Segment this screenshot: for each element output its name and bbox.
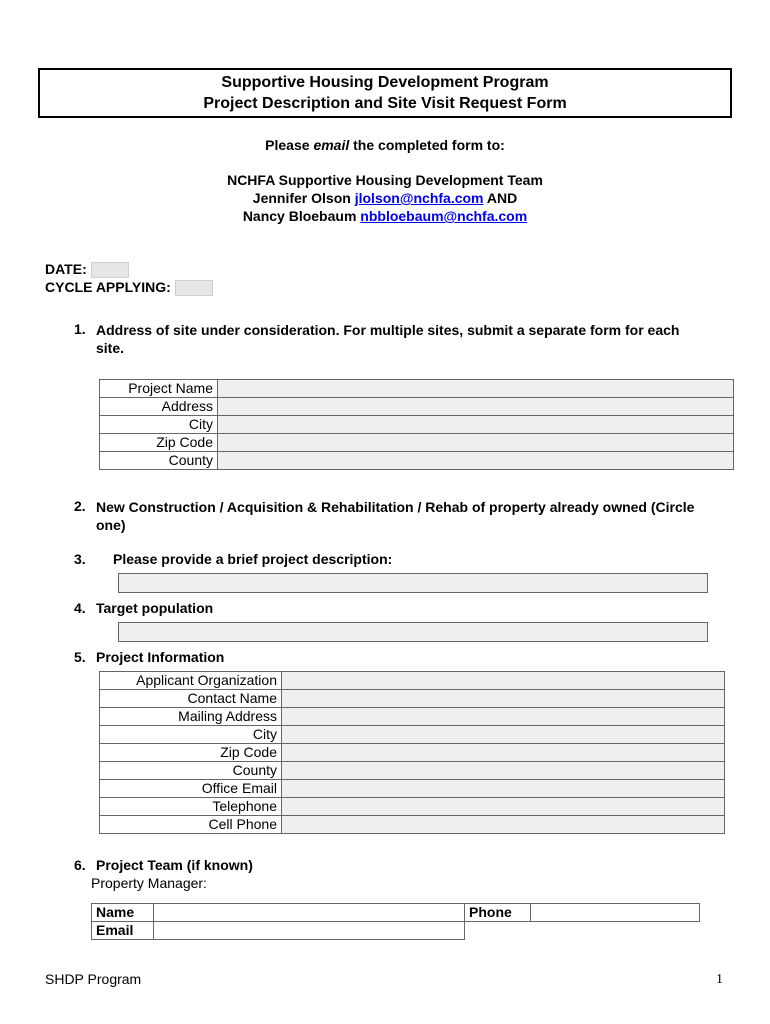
project-info-value-field[interactable] [282, 744, 725, 762]
project-info-value-field[interactable] [282, 672, 725, 690]
contact2-email-link[interactable]: nbbloebaum@nchfa.com [360, 208, 528, 224]
form-title-box [38, 68, 732, 118]
team-name: NCHFA Supportive Housing Development Team [227, 172, 543, 188]
project-info-label: Cell Phone [100, 816, 282, 834]
project-info-label: Contact Name [100, 690, 282, 708]
q4-text: Target population [96, 600, 214, 616]
page-number: 1 [716, 972, 723, 987]
target-population-field[interactable] [118, 622, 708, 642]
project-info-label: City [100, 726, 282, 744]
contact1-name: Jennifer Olson [252, 190, 355, 206]
pm-email-label: Email [92, 922, 154, 940]
site-label: Address [100, 398, 218, 416]
site-row [100, 434, 734, 452]
site-table [99, 379, 734, 470]
site-label: City [100, 416, 218, 434]
project-info-value-field[interactable] [282, 708, 725, 726]
q3-number: 3. [74, 551, 86, 567]
date-label: DATE: [45, 261, 87, 277]
q2-text: New Construction / Acquisition & Rehabilitation / Rehab of property already owned (Circle one) [96, 499, 695, 533]
contact1-email-link[interactable]: jlolson@nchfa.com [354, 190, 484, 206]
contact-line-1 [0, 190, 770, 206]
property-manager-table [91, 903, 700, 940]
instruction-rest: the completed form to: [349, 137, 505, 153]
site-value-field[interactable] [218, 398, 734, 416]
q5-number: 5. [74, 649, 86, 665]
site-label: Project Name [100, 380, 218, 398]
q3-text: Please provide a brief project description: [113, 551, 393, 567]
project-info-row [100, 816, 725, 834]
cycle-field[interactable] [175, 280, 213, 296]
form-title-line1: Supportive Housing Development Program [221, 74, 549, 91]
site-row [100, 380, 734, 398]
project-info-value-field[interactable] [282, 762, 725, 780]
project-info-value-field[interactable] [282, 816, 725, 834]
pm-phone-label: Phone [465, 904, 531, 922]
pm-name-field[interactable] [154, 904, 465, 922]
form-title-line2: Project Description and Site Visit Request Form [203, 95, 567, 112]
pm-empty-cell [465, 922, 531, 940]
instruction-please: Please [265, 137, 314, 153]
project-info-row [100, 690, 725, 708]
project-info-row [100, 780, 725, 798]
property-manager-label: Property Manager: [91, 875, 207, 891]
cycle-label: CYCLE APPLYING: [45, 279, 171, 295]
site-value-field[interactable] [218, 416, 734, 434]
site-row [100, 416, 734, 434]
contact2-name: Nancy Bloebaum [242, 208, 361, 224]
q1-number: 1. [74, 321, 86, 337]
date-row [45, 261, 129, 278]
project-info-table [99, 671, 725, 834]
project-info-row [100, 762, 725, 780]
project-info-label: County [100, 762, 282, 780]
site-value-field[interactable] [218, 434, 734, 452]
cycle-row [45, 279, 213, 296]
project-info-row [100, 708, 725, 726]
project-info-label: Zip Code [100, 744, 282, 762]
project-info-row [100, 672, 725, 690]
site-value-field[interactable] [218, 380, 734, 398]
project-info-label: Applicant Organization [100, 672, 282, 690]
pm-email-field[interactable] [154, 922, 465, 940]
pm-phone-field[interactable] [531, 904, 700, 922]
site-row [100, 452, 734, 470]
q6-number: 6. [74, 857, 86, 873]
project-info-label: Telephone [100, 798, 282, 816]
contact-and: AND [483, 190, 518, 206]
project-info-value-field[interactable] [282, 798, 725, 816]
pm-empty-cell [531, 922, 700, 940]
project-info-row [100, 798, 725, 816]
date-field[interactable] [91, 262, 129, 278]
project-info-label: Office Email [100, 780, 282, 798]
pm-name-label: Name [92, 904, 154, 922]
q4-number: 4. [74, 600, 86, 616]
site-row [100, 398, 734, 416]
q1-text: Address of site under consideration. For multiple sites, submit a separate form for each site. [96, 322, 680, 356]
q5-text: Project Information [96, 649, 225, 665]
project-info-value-field[interactable] [282, 690, 725, 708]
project-info-row [100, 726, 725, 744]
site-label: Zip Code [100, 434, 218, 452]
email-instruction [0, 137, 770, 153]
contact-line-2 [0, 208, 770, 224]
footer-program: SHDP Program [45, 971, 142, 987]
q6-text: Project Team (if known) [96, 857, 253, 873]
site-value-field[interactable] [218, 452, 734, 470]
site-label: County [100, 452, 218, 470]
project-info-value-field[interactable] [282, 780, 725, 798]
project-info-row [100, 744, 725, 762]
project-description-field[interactable] [118, 573, 708, 593]
q2-number: 2. [74, 498, 86, 514]
project-info-value-field[interactable] [282, 726, 725, 744]
project-info-label: Mailing Address [100, 708, 282, 726]
instruction-email-word: email [313, 137, 350, 153]
